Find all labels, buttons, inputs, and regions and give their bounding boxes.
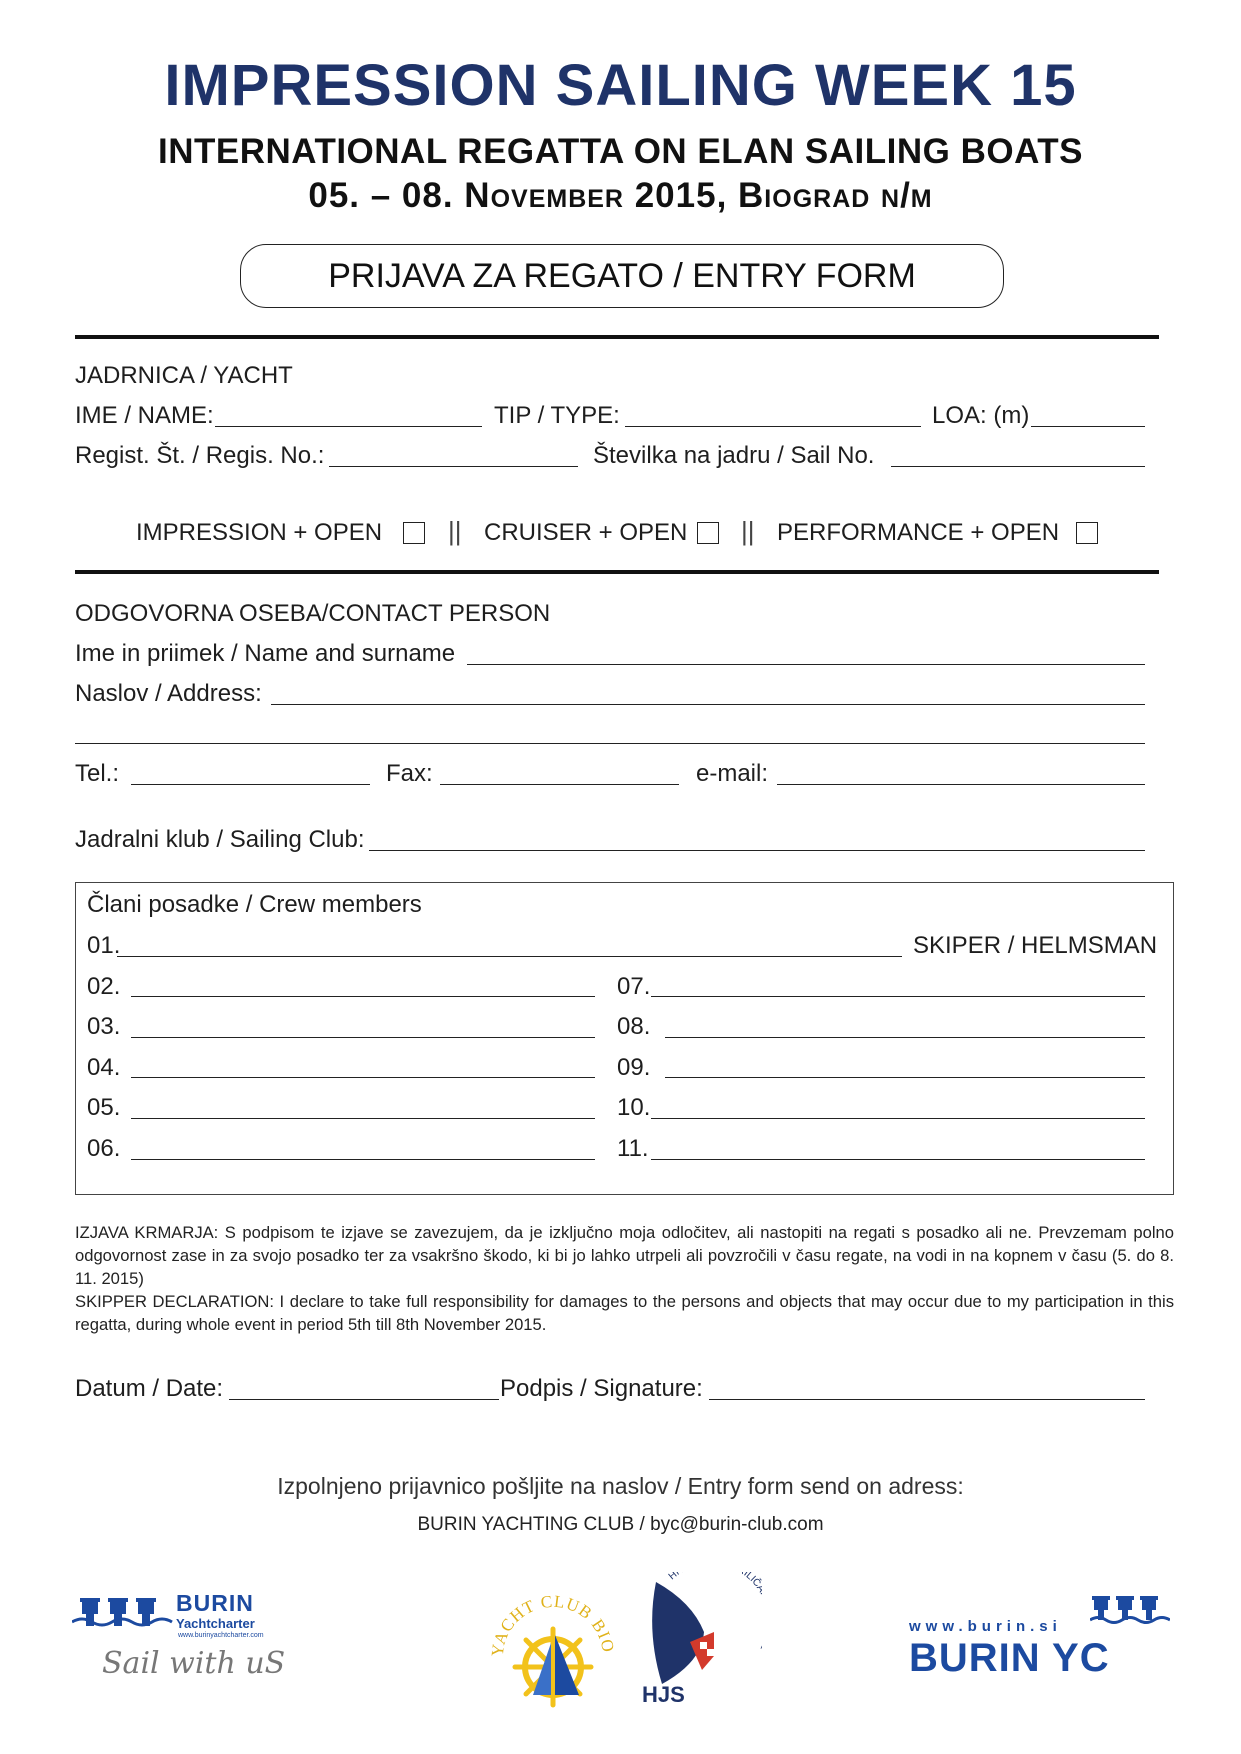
crew-number: 08. [617,1013,651,1040]
burin-charter-name: BURIN [176,1590,254,1616]
burin-yc-url: www.burin.si [909,1618,1062,1635]
tel-field[interactable] [131,784,370,785]
regis-field[interactable] [329,466,578,467]
sail-no-field[interactable] [891,466,1145,467]
class-cruiser-label: CRUISER + OPEN [484,519,688,546]
regatta-dates: 05. – 08. November 2015, Biograd n/m [308,176,933,215]
signature-field[interactable] [709,1399,1145,1400]
declaration-slovene: IZJAVA KRMARJA: S podpisom te izjave se zavezujem, da je izključno moja odločitev, ali nastopiti na regati s posadko ali ne. Prevzemam polno odgovornost zase in za svojo posadko ter za vsakršno škodo, ki bi jo lahko utrpeli ali povzročili v času regate, na vodi in na kopnem v času (5. do 8. 11. 2015) [75,1223,1174,1288]
address-field[interactable] [271,704,1145,705]
class-performance-label: PERFORMANCE + OPEN [777,519,1060,546]
crew-number: 07. [617,973,651,1000]
burin-charter-url: www.burinyachtcharter.com [178,1632,264,1639]
crew-number: 06. [87,1135,121,1162]
ship-wheel-icon [485,1585,620,1710]
crew-field[interactable] [131,1037,595,1038]
crew-number: 02. [87,973,121,1000]
club-label: Jadralni klub / Sailing Club: [75,826,365,853]
skipper-label: SKIPER / HELMSMAN [913,932,1158,959]
crew-field[interactable] [131,1077,595,1078]
burin-yc-name: BURIN YC [909,1636,1110,1680]
crew-number: 09. [617,1054,651,1081]
crew-number: 01. [87,932,121,959]
address-field-line2[interactable] [75,743,1145,744]
crew-number: 03. [87,1013,121,1040]
burin-yachtcharter-logo [72,1588,302,1688]
sailor-figures-icon [1090,1590,1170,1630]
crew-title: Člani posadke / Crew members [87,891,422,918]
burin-charter-slogan: Sail with uS [102,1646,286,1681]
email-field[interactable] [777,784,1145,785]
hjs-arc-text: H ILIČ [666,1572,762,1590]
yc-biograd-text: YACHT CLUB BIO [487,1591,619,1658]
divider [75,335,1159,339]
email-label: e-mail: [696,760,769,787]
divider [75,570,1159,574]
class-impression-checkbox[interactable] [403,522,425,544]
loa-field[interactable] [1031,426,1145,427]
crew-field[interactable] [651,1118,1145,1119]
separator: || [741,516,755,546]
crew-number: 11. [617,1135,649,1162]
hjs-text: HJS [642,1682,685,1707]
contact-section-title: ODGOVORNA OSEBA/CONTACT PERSON [75,600,551,627]
skipper-field[interactable] [117,956,902,957]
skipper-declaration [75,1221,1174,1336]
send-instructions: Izpolnjeno prijavnico pošljite na naslov / Entry form send on adress: [277,1473,964,1499]
declaration-english: SKIPPER DECLARATION: I declare to take full responsibility for damages to the persons and objects that may occur due to my participation in this regatta, during whole event in period 5th till 8th November 2015. [75,1292,1174,1334]
loa-label: LOA: (m) [932,402,1030,429]
yacht-section-title: JADRNICA / YACHT [75,362,293,389]
crew-field[interactable] [651,1159,1145,1160]
crew-field[interactable] [131,996,595,997]
crew-number: 10. [617,1094,651,1121]
burin-yc-logo [905,1590,1170,1685]
club-field[interactable] [369,850,1145,851]
crew-field[interactable] [651,996,1145,997]
crew-field[interactable] [131,1118,595,1119]
contact-name-field[interactable] [467,664,1145,665]
tel-label: Tel.: [75,760,120,787]
club-address: BURIN YACHTING CLUB / byc@burin-club.com [417,1514,824,1535]
signature-label: Podpis / Signature: [500,1375,703,1402]
crew-number: 04. [87,1054,121,1081]
date-label: Datum / Date: [75,1375,224,1402]
sail-no-label: Številka na jadru / Sail No. [593,442,875,469]
yacht-type-label: TIP / TYPE: [494,402,620,429]
address-label: Naslov / Address: [75,680,262,707]
yacht-club-biograd-logo [485,1585,620,1710]
form-title: PRIJAVA ZA REGATO / ENTRY FORM [240,244,1004,308]
crew-number: 05. [87,1094,121,1121]
fax-label: Fax: [386,760,433,787]
fax-field[interactable] [440,784,679,785]
hjs-logo [642,1572,762,1707]
contact-name-label: Ime in priimek / Name and surname [75,640,456,667]
class-impression-label: IMPRESSION + OPEN [136,519,383,546]
regis-label: Regist. Št. / Regis. No.: [75,442,325,469]
crew-field[interactable] [665,1037,1145,1038]
yacht-name-field[interactable] [215,426,482,427]
class-cruiser-checkbox[interactable] [697,522,719,544]
burin-charter-sub: Yachtcharter [176,1616,255,1631]
crew-field[interactable] [131,1159,595,1160]
yacht-type-field[interactable] [625,426,921,427]
regatta-title: IMPRESSION SAILING WEEK 15 [164,53,1077,118]
class-performance-checkbox[interactable] [1076,522,1098,544]
separator: || [448,516,462,546]
crew-field[interactable] [665,1077,1145,1078]
regatta-subtitle: INTERNATIONAL REGATTA ON ELAN SAILING BOATS [158,132,1083,171]
yacht-name-label: IME / NAME: [75,402,214,429]
date-field[interactable] [229,1399,499,1400]
